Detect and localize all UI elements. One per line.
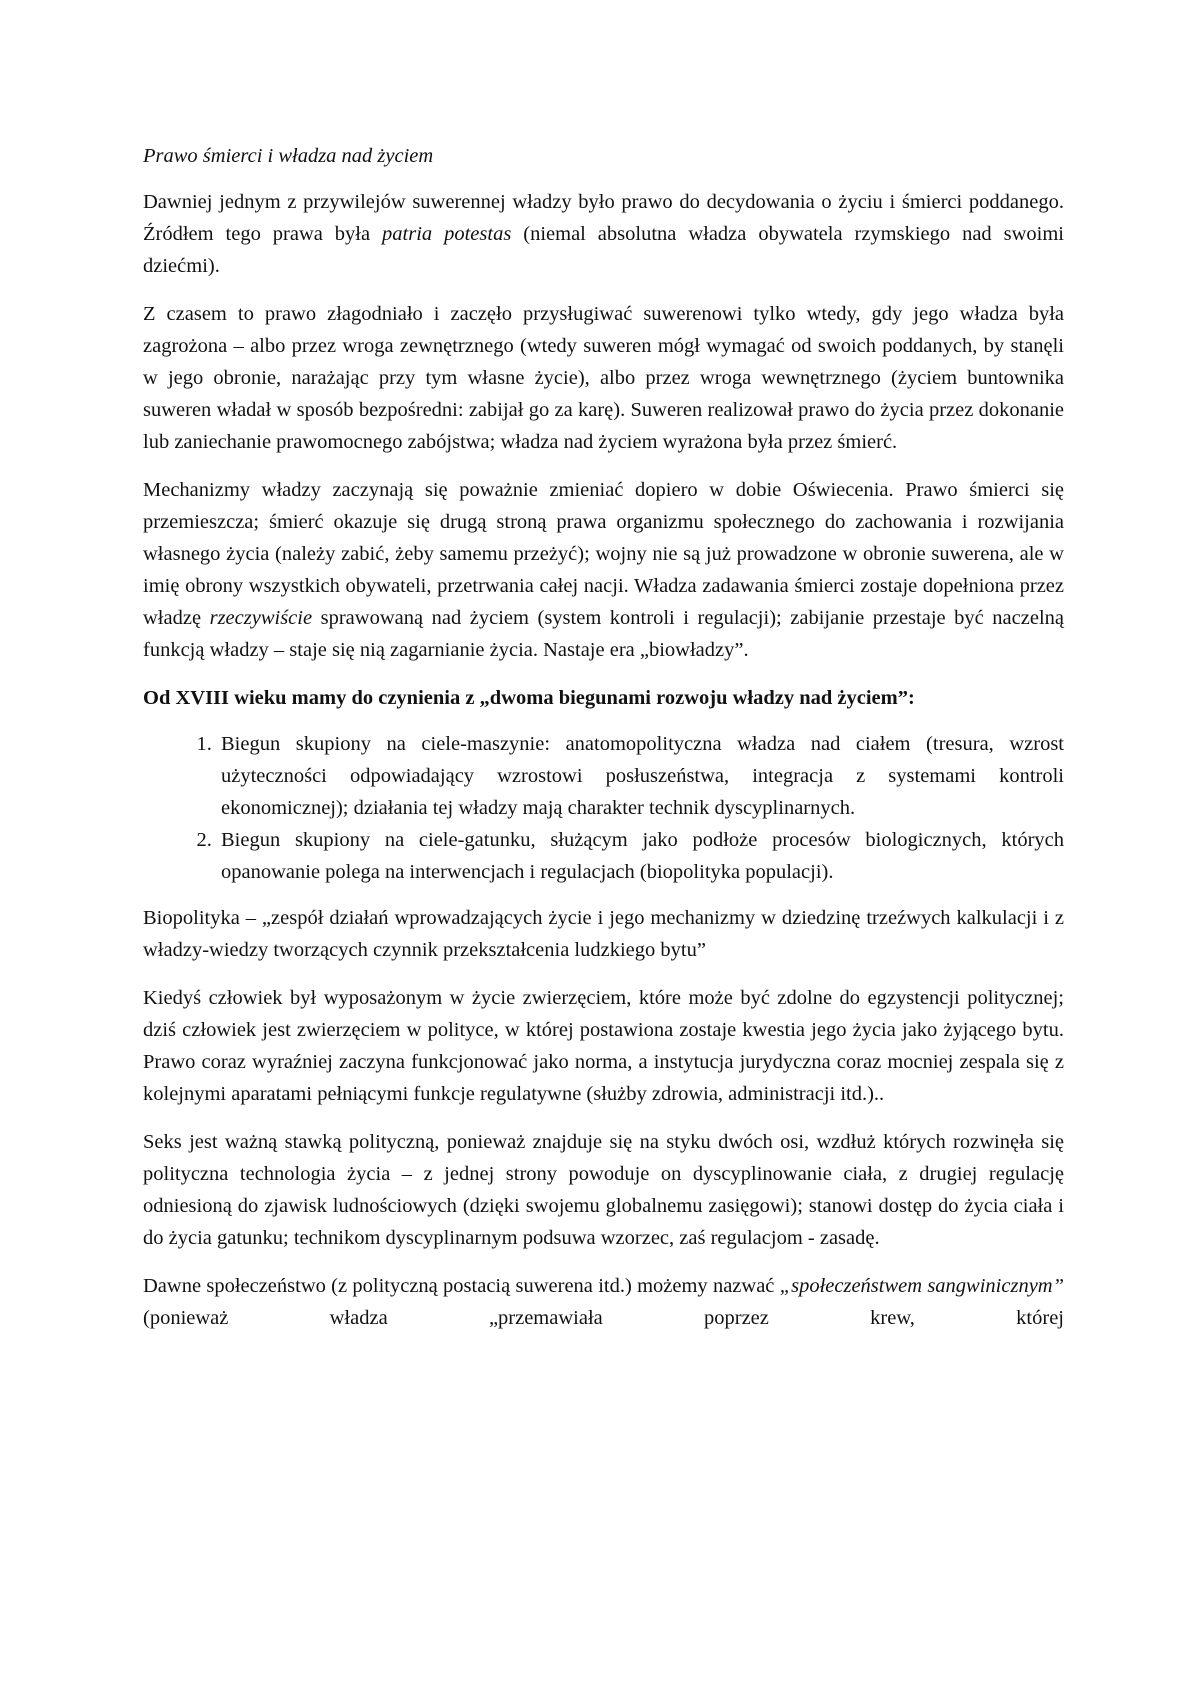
document-page	[143, 140, 1064, 1350]
paragraph-1-text-a: Dawniej jednym z przywilejów suwerennej władzy było prawo do decydowania o życiu i śmierci poddanego. Źródłem tego prawa była	[143, 191, 1064, 245]
paragraph-1-emphasis: patria potestas	[382, 223, 512, 245]
list-item: 2. Biegun skupiony na ciele-gatunku, służącym jako podłoże procesów biologicznych, których opanowanie polega na interwencjach i regulacjach (biopolityka populacji).	[217, 824, 1064, 888]
paragraph-5: Kiedyś człowiek był wyposażonym w życie zwierzęciem, które może być zdolne do egzystencji politycznej; dziś człowiek jest zwierzęciem w polityce, w której postawiona zostaje kwestia jego życia jako żyjącego bytu. Prawo coraz wyraźniej zaczyna funkcjonować jako norma, a instytucja jurydyczna coraz mocniej zespala się z kolejnymi aparatami pełniącymi funkcje regulatywne (służby zdrowia, administracji itd.)..	[143, 987, 1064, 1105]
paragraph-7-text-a: Dawne społeczeństwo (z polityczną postacią suwerena itd.) możemy nazwać	[143, 1275, 780, 1297]
section-heading: Od XVIII wieku mamy do czynienia z „dwoma biegunami rozwoju władzy nad życiem”:	[143, 687, 915, 709]
document-title: Prawo śmierci i władza nad życiem	[143, 145, 434, 167]
paragraph-7-text-c: (ponieważ władza „przemawiała poprzez krew, której	[143, 1307, 1064, 1329]
paragraph-3-emphasis: rzeczywiście	[209, 607, 313, 629]
paragraph-1-text-c: (niemal absolutna władza obywatela rzymskiego nad swoimi dziećmi).	[143, 223, 1064, 277]
paragraph-3-text-c: sprawowaną nad życiem (system kontroli i regulacji); zabijanie przestaje być naczelną funkcją władzy – staje się nią zagarnianie życia. Nastaje era „biowładzy”.	[143, 607, 1064, 661]
paragraph-6: Seks jest ważną stawką polityczną, ponieważ znajduje się na styku dwóch osi, wzdłuż których rozwinęła się polityczna technologia życia – z jednej strony powoduje on dyscyplinowanie ciała, z drugiej regulację odniesioną do zjawisk ludnościowych (dzięki swojemu globalnemu zasięgowi); stanowi dostęp do życia ciała i do życia gatunku; technikom dyscyplinarnym podsuwa wzorzec, zaś regulacjom - zasadę.	[143, 1131, 1064, 1249]
paragraph-3-text-a: Mechanizmy władzy zaczynają się poważnie zmieniać dopiero w dobie Oświecenia. Prawo śmierci się przemieszcza; śmierć okazuje się drugą stroną prawa organizmu społecznego do zachowania i rozwijania własnego życia (należy zabić, żeby samemu przeżyć); wojny nie są już prowadzone w obronie suwerena, ale w imię obrony wszystkich obywateli, przetrwania całej nacji. Władza zadawania śmierci zostaje dopełniona przez władzę	[143, 479, 1064, 629]
list-item: 1. Biegun skupiony na ciele-maszynie: anatomopolityczna władza nad ciałem (tresura, wzrost użyteczności odpowiadający wzrostowi posłuszeństwa, integracja z systemami kontroli ekonomicznej); działania tej władzy mają charakter technik dyscyplinarnych.	[217, 728, 1064, 824]
paragraph-2: Z czasem to prawo złagodniało i zaczęło przysługiwać suwerenowi tylko wtedy, gdy jego władza była zagrożona – albo przez wroga zewnętrznego (wtedy suweren mógł wymagać od swoich poddanych, by stanęli w jego obronie, narażając przy tym własne życie), albo przez wroga wewnętrznego (życiem buntownika suweren władał w sposób bezpośredni: zabijał go za karę). Suweren realizował prawo do życia przez dokonanie lub zaniechanie prawomocnego zabójstwa; władza nad życiem wyrażona była przez śmierć.	[143, 303, 1064, 453]
numbered-list	[143, 728, 1064, 888]
paragraph-3	[143, 474, 1064, 666]
paragraph-4: Biopolityka – „zespół działań wprowadzających życie i jego mechanizmy w dziedzinę trzeźwych kalkulacji i z władzy-wiedzy tworzących czynnik przekształcenia ludzkiego bytu”	[143, 907, 1064, 961]
paragraph-1	[143, 186, 1064, 282]
paragraph-7	[143, 1270, 1064, 1334]
paragraph-7-emphasis: „społeczeństwem sangwinicznym”	[779, 1275, 1064, 1297]
